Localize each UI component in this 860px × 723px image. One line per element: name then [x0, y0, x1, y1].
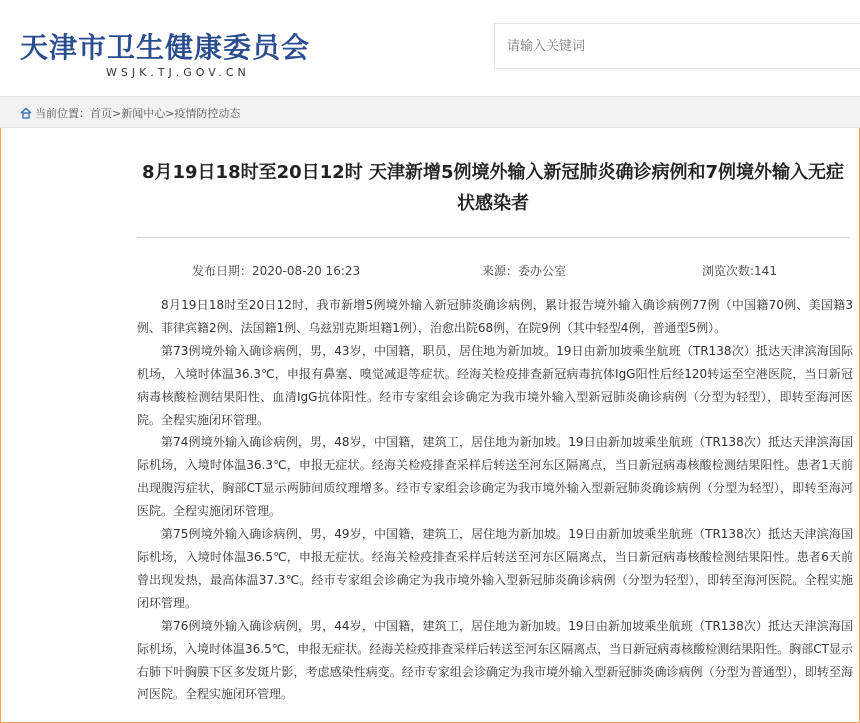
site-header	[0, 0, 860, 96]
breadcrumb-item-home[interactable]: 首页	[90, 107, 112, 120]
article-paragraph: 第74例境外输入确诊病例，男，48岁，中国籍，建筑工，居住地为新加坡。19日由新加坡乘坐航班（TR138次）抵达天津滨海国际机场，入境时体温36.3℃，申报无症状。经海关检疫排查采样后转送至河东区隔离点，当日新冠病毒核酸检测结果阳性。患者1天前出现腹泻症状，胸部CT显示两肺间质纹理增多。经市专家组会诊确定为我市境外输入型新冠肺炎确诊病例（分型为轻型），即转至海河医院。全程实施闭环管理。	[137, 435, 853, 519]
article-paragraph: 第76例境外输入确诊病例，男，44岁，中国籍，建筑工，居住地为新加坡。19日由新加坡乘坐航班（TR138次）抵达天津滨海国际机场，入境时体温36.5℃，申报无症状。经海关检疫排查采样后转送至河东区隔离点，当日新冠病毒核酸检测结果阳性。胸部CT显示右肺下叶胸膜下区多发斑片影，考虑感染性病变。经市专家组会诊确定为我市境外输入型新冠肺炎确诊病例（分型为普通型），即转至海河医院。全程实施闭环管理。	[137, 618, 853, 702]
article-paragraph: 8月19日18时至20日12时，我市新增5例境外输入新冠肺炎确诊病例，累计报告境外输入确诊病例77例（中国籍70例、美国籍3例、菲律宾籍2例、法国籍1例、乌兹别克斯坦籍1例），治愈出院68例，在院9例（其中轻型4例，普通型5例）。	[137, 298, 853, 335]
article-source: 来源：委办公室	[482, 264, 567, 278]
publish-date: 发布日期：2020-08-20 16:23	[192, 264, 361, 278]
article-paragraph: 第73例境外输入确诊病例，男，43岁，中国籍，职员，居住地为新加坡。19日由新加坡乘坐航班（TR138次）抵达天津滨海国际机场，入境时体温36.3℃，申报有鼻塞、嗅觉减退等症状。经海关检疫排查新冠病毒抗体IgG阳性后经120转运至空港医院，当日新冠病毒核酸检测结果阳性、血清IgG抗体阳性。经市专家组会诊确定为我市境外输入型新冠肺炎确诊病例（分型为轻型），即转至海河医院。全程实施闭环管理。	[137, 343, 853, 427]
article-body	[137, 294, 853, 706]
search-box	[494, 23, 860, 69]
breadcrumb-item-news[interactable]: 新闻中心	[121, 107, 166, 120]
breadcrumb-bar	[0, 96, 860, 128]
article-paragraph: 第75例境外输入确诊病例，男，49岁，中国籍，建筑工，居住地为新加坡。19日由新加坡乘坐航班（TR138次）抵达天津滨海国际机场，入境时体温36.5℃，申报无症状。经海关检疫排查采样后转送至河东区隔离点，当日新冠病毒核酸检测结果阳性。患者6天前曾出现发热，最高体温37.3℃。经市专家组会诊确定为我市境外输入型新冠肺炎确诊病例（分型为轻型），即转至海河医院。全程实施闭环管理。	[137, 527, 853, 610]
breadcrumb-separator: >	[112, 106, 122, 120]
breadcrumb-item-epidemic[interactable]: 疫情防控动态	[174, 107, 241, 120]
site-domain: WSJK.TJ.GOV.CN	[106, 66, 250, 79]
home-icon	[20, 107, 32, 119]
title-divider	[137, 237, 849, 238]
article-title: 8月19日18时至20日12时 天津新增5例境外输入新冠肺炎确诊病例和7例境外输入无症状感染者	[141, 162, 845, 214]
view-count: 浏览次数:141	[702, 264, 777, 278]
site-title[interactable]: 天津市卫生健康委员会	[20, 31, 311, 64]
breadcrumb-prefix: 当前位置：	[35, 107, 90, 120]
search-input[interactable]	[495, 24, 847, 68]
breadcrumb	[20, 105, 240, 121]
breadcrumb-separator: >	[165, 106, 175, 120]
